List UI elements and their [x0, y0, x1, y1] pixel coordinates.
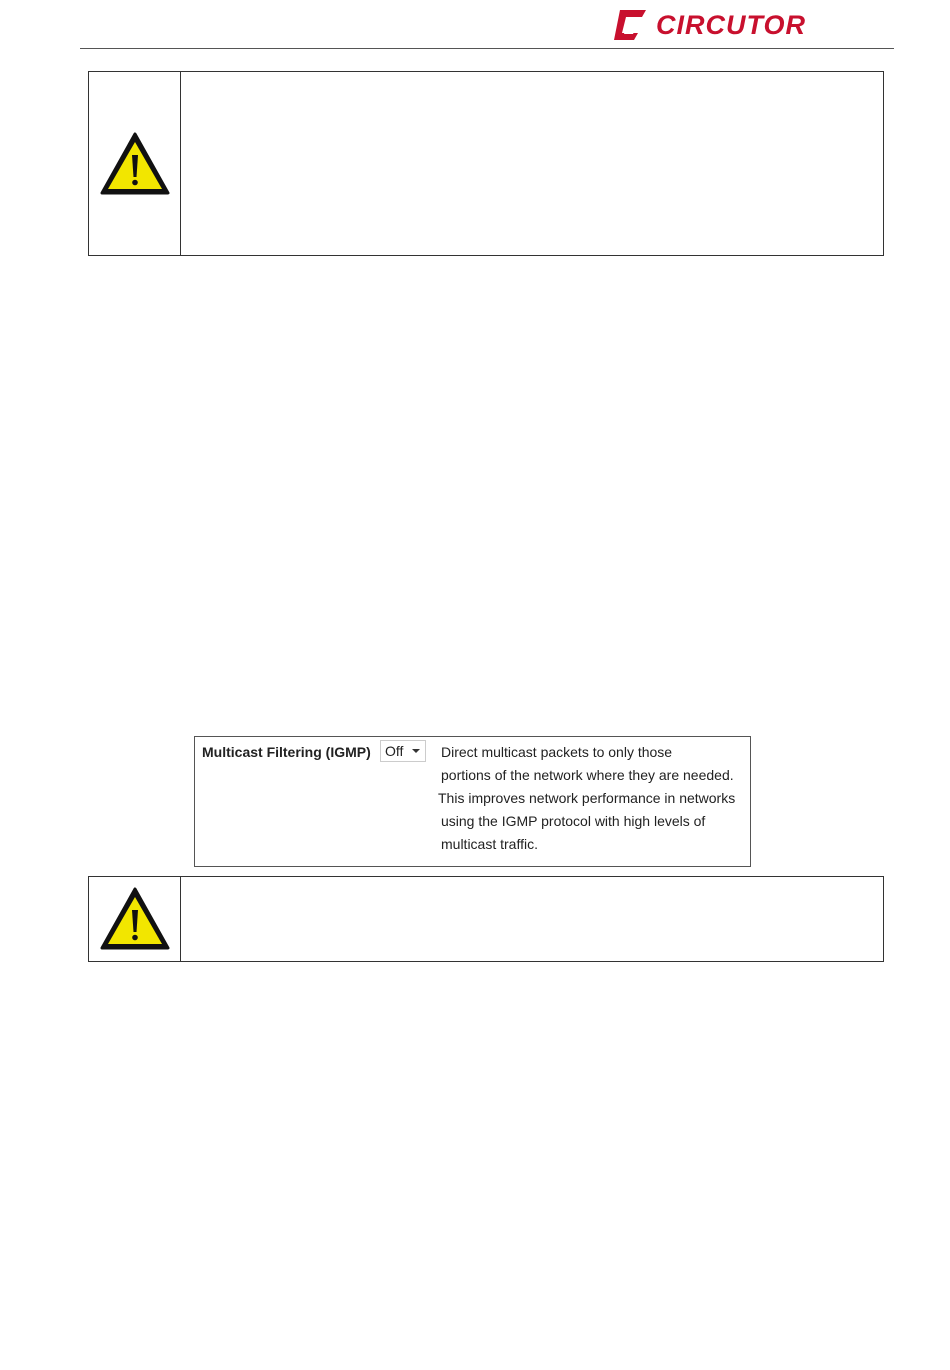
description-line: portions of the network where they are needed. [441, 767, 734, 783]
warning-triangle-icon [99, 886, 171, 952]
warning-text [181, 72, 883, 255]
description-line: using the IGMP protocol with high levels of [441, 813, 706, 829]
igmp-settings-panel [194, 736, 751, 867]
warning-triangle-icon [99, 131, 171, 197]
brand-name: CIRCUTOR [656, 10, 807, 40]
header-divider [80, 48, 894, 49]
igmp-description [438, 741, 746, 856]
warning-icon-cell [89, 72, 181, 255]
warning-text [181, 877, 883, 961]
description-line: This improves network performance in networks [438, 790, 736, 806]
select-value: Off [385, 743, 404, 759]
multicast-filtering-label: Multicast Filtering (IGMP) [202, 744, 371, 760]
warning-icon-cell [89, 877, 181, 961]
chevron-down-icon [412, 749, 420, 753]
warning-box [88, 71, 884, 256]
description-line: multicast traffic. [441, 836, 538, 852]
brand-logo [612, 6, 822, 44]
circutor-logo-icon [612, 6, 650, 44]
warning-box [88, 876, 884, 962]
multicast-filtering-select[interactable] [380, 740, 426, 762]
description-line: Direct multicast packets to only those [441, 744, 673, 760]
